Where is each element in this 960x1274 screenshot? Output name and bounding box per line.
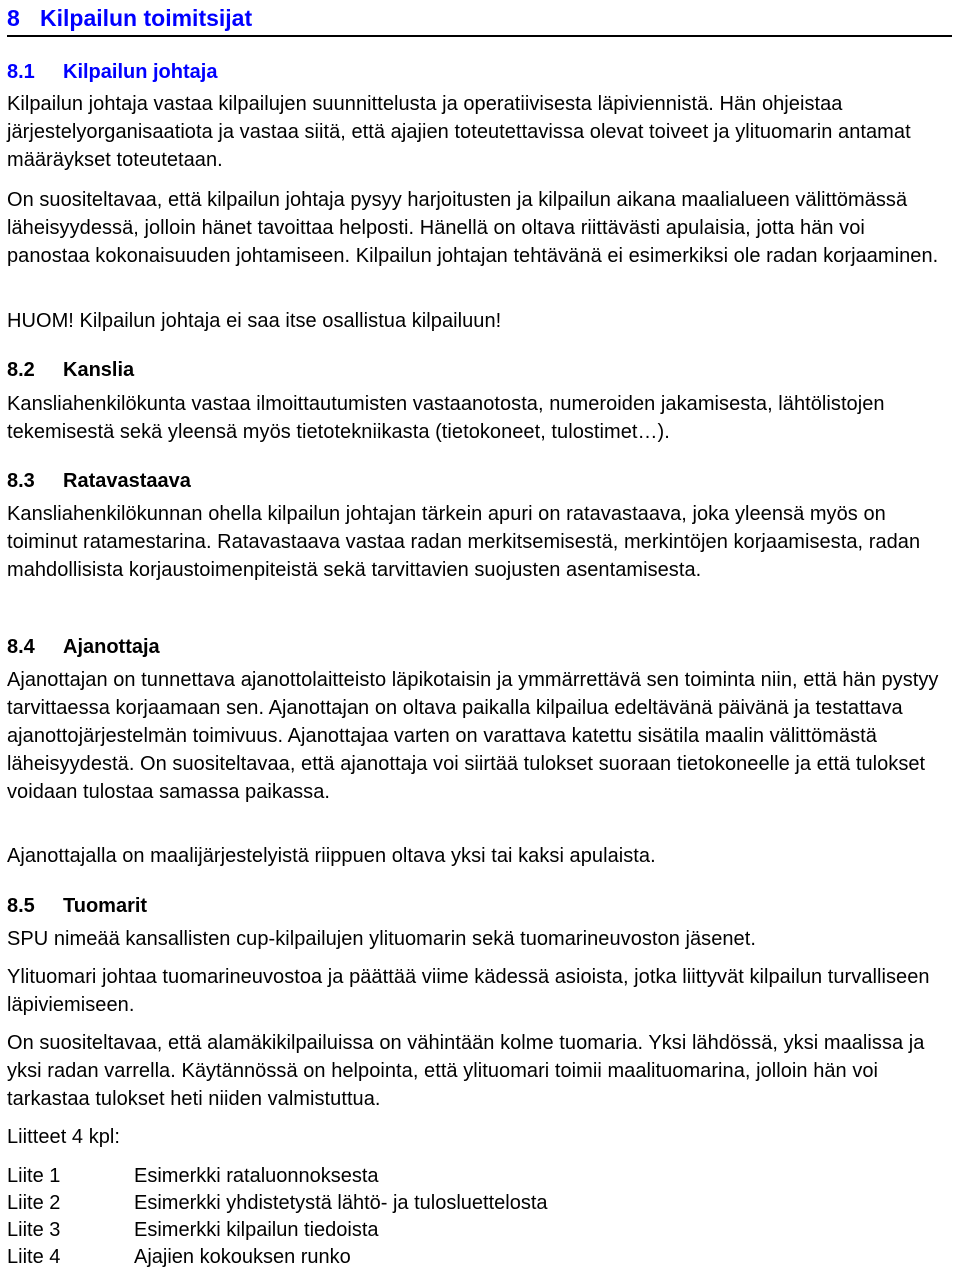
attachments-intro: Liitteet 4 kpl: <box>7 1126 121 1148</box>
attachment-label: Liite 2 <box>7 1192 61 1214</box>
section-heading-8-1 <box>7 59 217 85</box>
attachment-label: Liite 3 <box>7 1219 61 1241</box>
chapter-title: Kilpailun toimitsijat <box>40 5 253 31</box>
attachment-text: Ajajien kokouksen runko <box>134 1246 351 1268</box>
section-heading-8-5 <box>7 893 147 919</box>
attachment-row <box>7 1244 351 1271</box>
section-number: 8.5 <box>7 895 35 917</box>
attachment-row <box>7 1217 379 1244</box>
paragraph: SPU nimeää kansallisten cup-kilpailujen ylituomarin sekä tuomarineuvoston jäsenet. <box>7 928 756 950</box>
paragraph: HUOM! Kilpailun johtaja ei saa itse osallistua kilpailuun! <box>7 310 502 332</box>
chapter-number: 8 <box>7 5 20 31</box>
attachment-text: Esimerkki yhdistetystä lähtö- ja tulosluettelosta <box>134 1192 548 1214</box>
section-number: 8.4 <box>7 636 35 658</box>
section-heading-8-3 <box>7 468 191 494</box>
chapter-heading <box>7 2 952 37</box>
paragraph: Kansliahenkilökunnan ohella kilpailun johtajan tärkein apuri on ratavastaava, joka yleensä myös on toiminut ratamestarina. Ratavastaava vastaa radan merkitsemisestä, merkintöjen korjaamisesta, radan mahdollisista korjaustoimenpiteistä sekä tarvittavien suojusten asentamisesta. <box>7 503 921 581</box>
paragraph: On suositeltavaa, että kilpailun johtaja pysyy harjoitusten ja kilpailun aikana maalialueen välittömässä läheisyydessä, jolloin hänet tavoittaa helposti. Hänellä on oltava riittävästi apulaisia, jotta hän voi panostaa kokonaisuuden johtamiseen. Kilpailun johtajan tehtävänä ei esimerkiksi ole radan korjaaminen. <box>7 189 939 267</box>
attachment-text: Esimerkki rataluonnoksesta <box>134 1165 379 1187</box>
section-number: 8.3 <box>7 470 35 492</box>
paragraph: Ajanottajalla on maalijärjestelyistä riippuen oltava yksi tai kaksi apulaista. <box>7 845 656 867</box>
section-title: Ratavastaava <box>63 470 191 492</box>
section-heading-8-4 <box>7 634 160 660</box>
paragraph: Ylituomari johtaa tuomarineuvostoa ja päättää viime kädessä asioista, jotka liittyvät kilpailun turvalliseen läpiviemiseen. <box>7 966 930 1016</box>
paragraph: Kansliahenkilökunta vastaa ilmoittautumisten vastaanotosta, numeroiden jakamisesta, lähtölistojen tekemisestä sekä yleensä myös tietotekniikasta (tietokoneet, tulostimet…). <box>7 393 885 443</box>
attachment-row <box>7 1190 548 1217</box>
paragraph: Kilpailun johtaja vastaa kilpailujen suunnittelusta ja operatiivisesta läpiviennistä. Hän ohjeistaa järjestelyorganisaatiota ja vastaa siitä, että ajajien toteutettavissa olevat toiveet ja ylituomarin antamat määräykset toteutetaan. <box>7 93 911 171</box>
attachment-label: Liite 1 <box>7 1165 61 1187</box>
section-number: 8.2 <box>7 359 35 381</box>
attachment-text: Esimerkki kilpailun tiedoista <box>134 1219 379 1241</box>
paragraph: Ajanottajan on tunnettava ajanottolaitteisto läpikotaisin ja ymmärrettävä sen toiminta niin, että hän pystyy tarvittaessa korjaamaan sen. Ajanottajan on oltava paikalla kilpailua edeltävänä päivänä ja testattava ajanottojärjestelmän toimivuus. Ajanottajaa varten on varattava katettu sisätila maalin välittömästä läheisyydestä. On suositeltavaa, että ajanottaja voi siirtää tulokset suoraan tietokoneelle ja että tulokset voidaan tulostaa samassa paikassa. <box>7 669 939 803</box>
section-heading-8-2 <box>7 357 134 383</box>
section-title: Kanslia <box>63 359 135 381</box>
section-number: 8.1 <box>7 61 35 83</box>
section-title: Kilpailun johtaja <box>63 61 218 83</box>
section-title: Tuomarit <box>63 895 148 917</box>
section-title: Ajanottaja <box>63 636 160 658</box>
paragraph: On suositeltavaa, että alamäkikilpailuissa on vähintään kolme tuomaria. Yksi lähdössä, yksi maalissa ja yksi radan varrella. Käytännössä on helpointa, että ylituomari toimii maalituomarina, jolloin hän voi tarkastaa tulokset heti niiden valmistuttua. <box>7 1032 925 1110</box>
attachment-label: Liite 4 <box>7 1246 61 1268</box>
attachment-row <box>7 1163 379 1190</box>
